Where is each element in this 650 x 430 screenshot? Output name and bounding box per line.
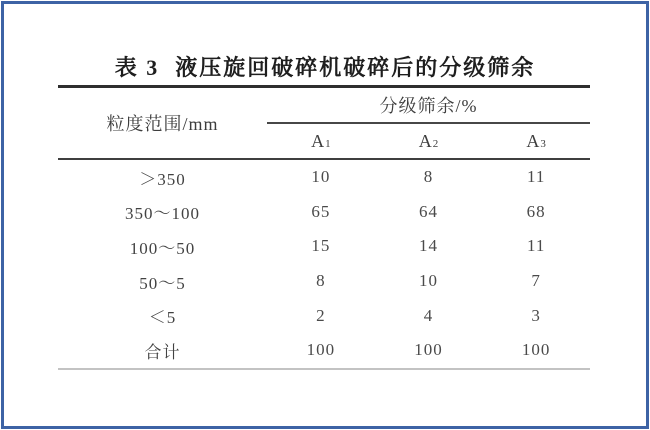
cell-a3: 7 bbox=[531, 271, 541, 291]
data-table bbox=[58, 85, 590, 370]
subheader-sub: 1 bbox=[325, 137, 331, 150]
cell-size-range: 50～5 bbox=[139, 273, 186, 293]
cell-a2: 8 bbox=[423, 167, 434, 187]
cell-a1: 65 bbox=[311, 201, 331, 221]
cell-a1: 100 bbox=[306, 340, 336, 360]
table-caption bbox=[0, 51, 650, 82]
cell-size-range: ＞350 bbox=[139, 169, 186, 189]
table-row bbox=[58, 195, 590, 230]
table-number: 表 3 bbox=[114, 55, 160, 80]
cell-a3: 100 bbox=[521, 340, 551, 360]
table-row bbox=[58, 298, 590, 333]
cell-size-range: 合计 bbox=[144, 342, 181, 362]
cell-a1: 8 bbox=[316, 271, 326, 291]
cell-a1: 2 bbox=[316, 305, 326, 325]
subheader-base: A bbox=[418, 130, 432, 151]
cell-a2: 10 bbox=[418, 271, 438, 291]
subheader-sub: 3 bbox=[540, 137, 546, 150]
cell-size-range: ＜5 bbox=[148, 308, 177, 328]
cell-a2: 100 bbox=[414, 340, 443, 360]
column-header-a2 bbox=[375, 124, 483, 158]
table-title-text: 液压旋回破碎机破碎后的分级筛余 bbox=[175, 55, 536, 80]
subheader-base: A bbox=[311, 130, 325, 151]
subheader-base: A bbox=[526, 130, 540, 151]
subheader-sub: 2 bbox=[432, 137, 439, 150]
column-header-a3 bbox=[482, 124, 590, 158]
cell-a3: 11 bbox=[526, 236, 546, 256]
table-header bbox=[58, 85, 590, 160]
table-row bbox=[58, 264, 590, 299]
cell-a3: 11 bbox=[526, 167, 546, 187]
cell-a3: 3 bbox=[531, 305, 541, 325]
cell-a1: 15 bbox=[311, 236, 331, 256]
group-header-sieve-residue: 分级筛余/% bbox=[267, 88, 590, 124]
cell-size-range: 350～100 bbox=[125, 204, 200, 224]
table-body bbox=[58, 160, 590, 370]
cell-size-range: 100～50 bbox=[129, 238, 196, 258]
cell-a1: 10 bbox=[311, 167, 331, 187]
table-row bbox=[58, 229, 590, 264]
cell-a3: 68 bbox=[526, 201, 546, 221]
table-row bbox=[58, 160, 590, 195]
cell-a2: 14 bbox=[418, 236, 438, 256]
cell-a2: 4 bbox=[423, 305, 434, 325]
column-header-size-range: 粒度范围/mm bbox=[106, 114, 219, 134]
table-row-total bbox=[58, 333, 590, 368]
cell-a2: 64 bbox=[418, 201, 438, 221]
column-header-a1 bbox=[267, 124, 375, 158]
